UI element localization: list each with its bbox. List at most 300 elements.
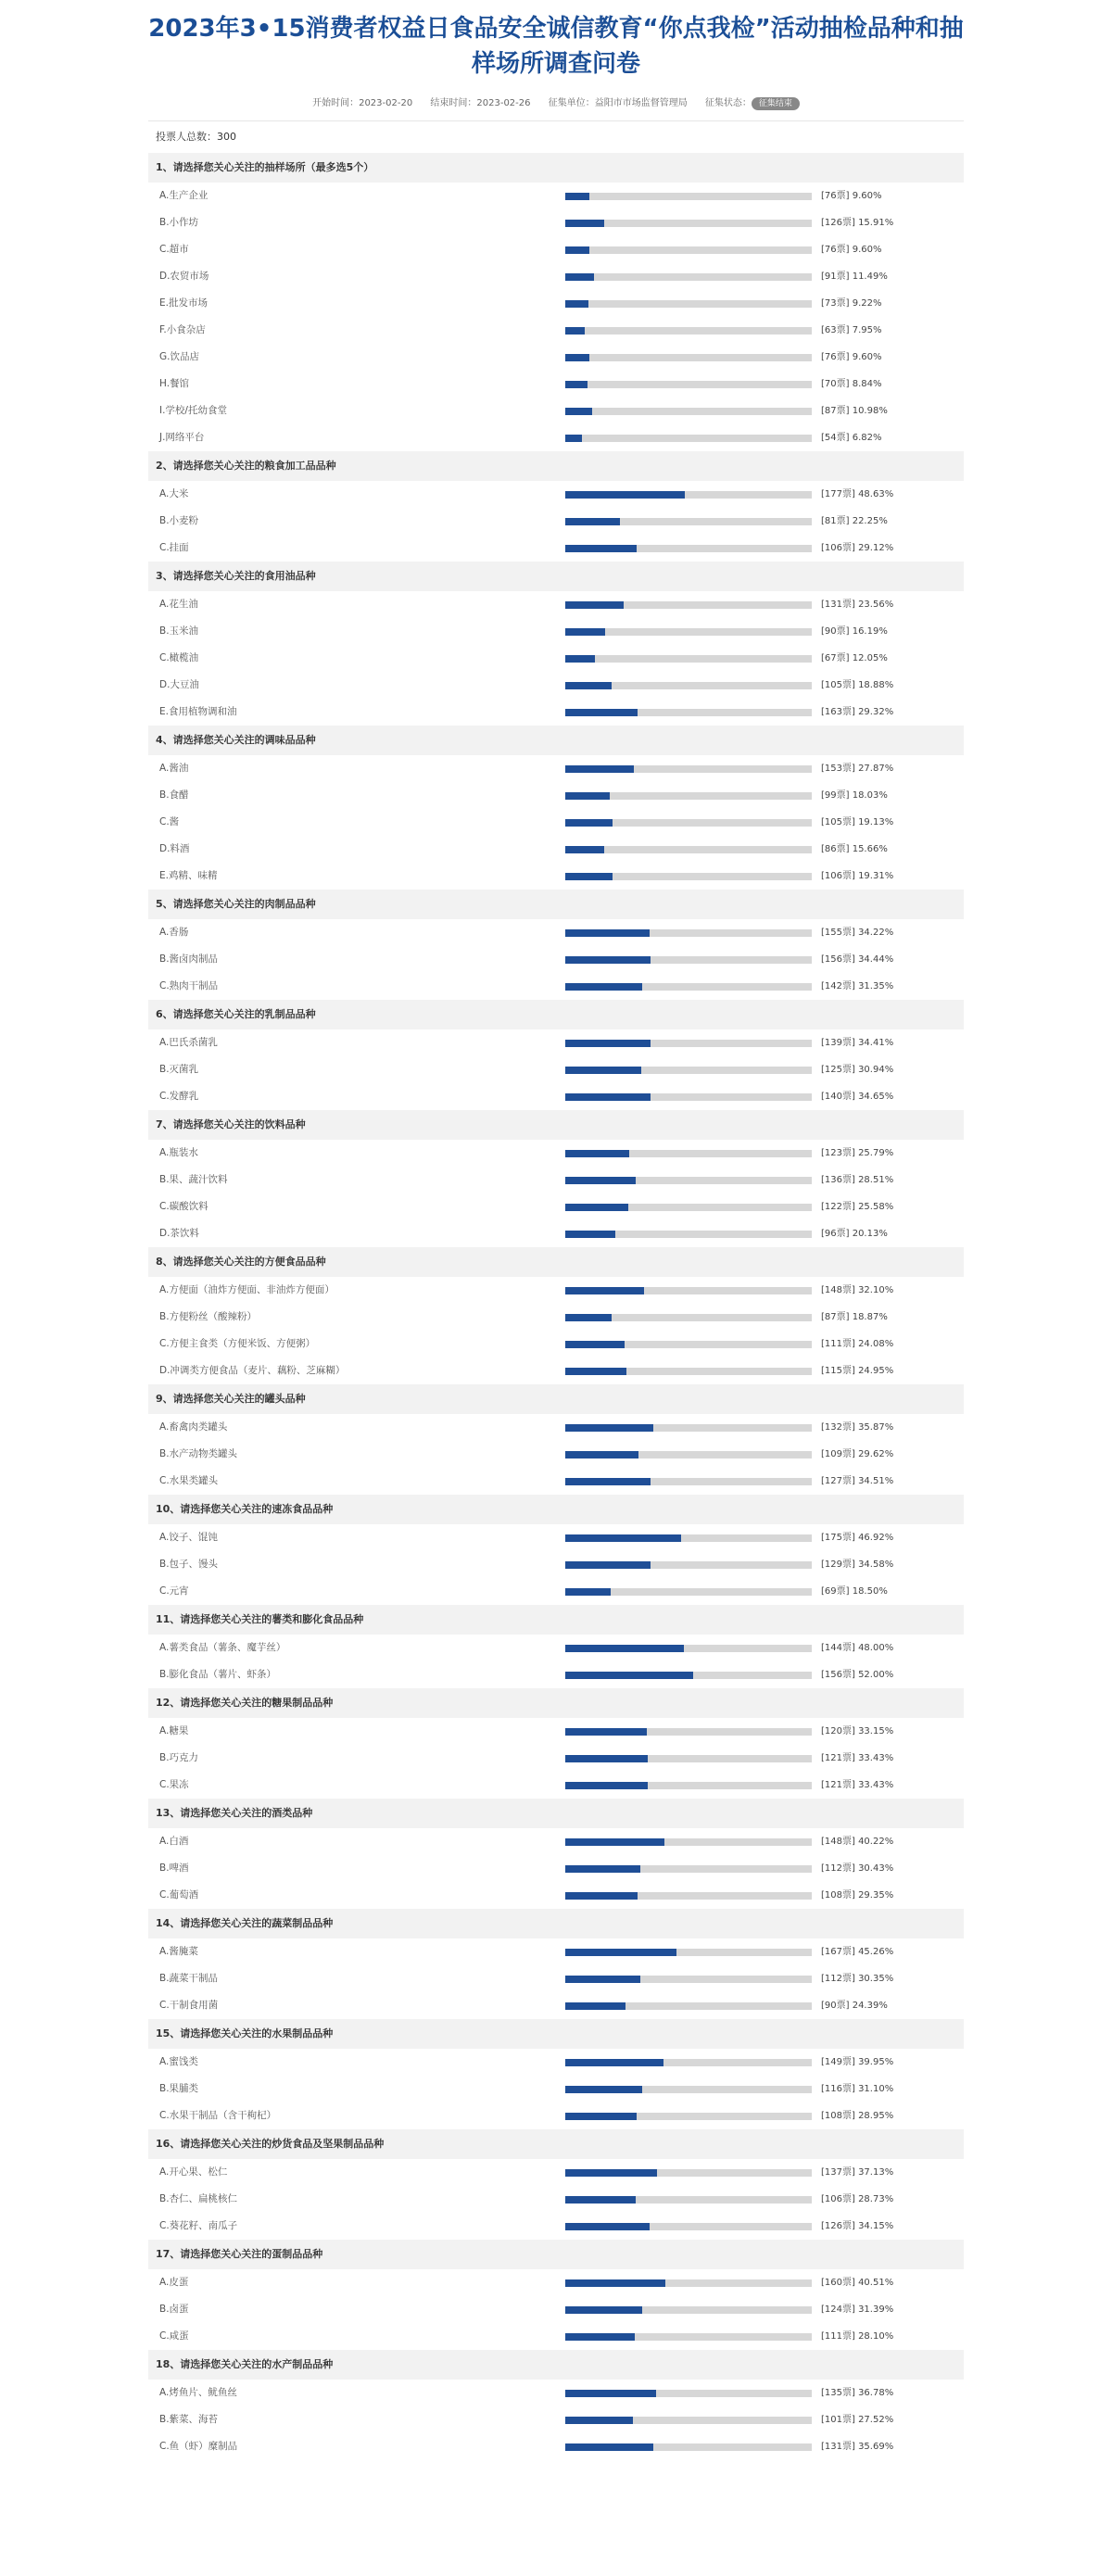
option-label: E.食用植物调和油 (159, 706, 237, 717)
option-row (148, 1992, 964, 2019)
option-label: A.白酒 (159, 1836, 189, 1847)
option-row (148, 1882, 964, 1909)
option-row (148, 2076, 964, 2102)
end-time (430, 98, 530, 108)
vote-count: [81票] 22.25% (821, 516, 888, 526)
option-row (148, 1414, 964, 1441)
vote-count: [96票] 20.13% (821, 1229, 888, 1239)
result-bar (565, 792, 812, 800)
vote-count: [63票] 7.95% (821, 325, 882, 335)
option-row (148, 424, 964, 451)
result-bar (565, 1892, 812, 1900)
option-label: A.薯类食品（薯条、魔芋丝） (159, 1642, 286, 1653)
option-label: C.鱼（虾）糜制品 (159, 2441, 238, 2452)
option-row (148, 317, 964, 344)
result-bar-fill (565, 1865, 640, 1873)
option-row (148, 508, 964, 535)
vote-count: [112票] 30.43% (821, 1863, 894, 1874)
option-row (148, 535, 964, 562)
vote-count: [105票] 19.13% (821, 817, 894, 827)
result-bar-fill (565, 2390, 656, 2397)
status-badge: 征集结束 (752, 97, 800, 110)
organizer-label: 征集单位： (548, 98, 595, 108)
vote-count: [106票] 28.73% (821, 2194, 894, 2204)
option-row (148, 699, 964, 726)
option-row (148, 263, 964, 290)
option-label: B.玉米油 (159, 625, 199, 637)
result-bar (565, 220, 812, 227)
option-label: C.咸蛋 (159, 2330, 189, 2342)
option-row (148, 2213, 964, 2240)
option-row (148, 1193, 964, 1220)
option-row (148, 2102, 964, 2129)
result-bar (565, 1588, 812, 1596)
option-label: J.网络平台 (159, 432, 205, 443)
result-bar-fill (565, 1314, 612, 1321)
result-bar-fill (565, 2443, 653, 2451)
vote-count: [86票] 15.66% (821, 844, 888, 854)
vote-count: [136票] 28.51% (821, 1175, 894, 1185)
result-bar-fill (565, 1150, 629, 1157)
vote-count: [148票] 40.22% (821, 1837, 894, 1847)
result-bar (565, 1672, 812, 1679)
result-bar (565, 1067, 812, 1074)
result-bar-fill (565, 601, 624, 609)
result-bar-fill (565, 1892, 638, 1900)
option-label: A.花生油 (159, 599, 198, 610)
option-row (148, 1578, 964, 1605)
option-row (148, 1965, 964, 1992)
option-row (148, 591, 964, 618)
result-bar (565, 2113, 812, 2120)
option-label: A.饺子、馄饨 (159, 1532, 218, 1543)
option-row (148, 1745, 964, 1772)
question-section (148, 1384, 964, 1495)
result-bar (565, 2196, 812, 2203)
result-bar-fill (565, 381, 588, 388)
option-label: B.杏仁、扁桃核仁 (159, 2193, 238, 2204)
vote-count: [106票] 19.31% (821, 871, 894, 881)
result-bar-fill (565, 1231, 615, 1238)
result-bar-fill (565, 1177, 636, 1184)
result-bar-fill (565, 956, 651, 964)
result-bar (565, 2059, 812, 2066)
option-label: B.果、蔬汁饮料 (159, 1174, 228, 1185)
option-label: A.大米 (159, 488, 189, 499)
result-bar-fill (565, 246, 589, 254)
option-label: B.灭菌乳 (159, 1064, 199, 1075)
question-title: 4、请选择您关心关注的调味品品种 (148, 726, 964, 755)
option-label: C.元宵 (159, 1585, 189, 1597)
vote-count: [175票] 46.92% (821, 1533, 894, 1543)
result-bar (565, 408, 812, 415)
option-row (148, 2406, 964, 2433)
result-bar (565, 327, 812, 335)
question-section (148, 1688, 964, 1799)
question-title: 10、请选择您关心关注的速冻食品品种 (148, 1495, 964, 1524)
option-label: I.学校/托幼食堂 (159, 405, 227, 416)
survey-page (148, 0, 964, 2460)
result-bar (565, 1865, 812, 1873)
question-section (148, 1495, 964, 1605)
result-bar-fill (565, 846, 604, 853)
option-label: C.超市 (159, 244, 189, 255)
option-label: D.农贸市场 (159, 271, 209, 282)
result-bar (565, 2169, 812, 2177)
vote-count: [121票] 33.43% (821, 1753, 894, 1763)
option-label: C.葵花籽、南瓜子 (159, 2220, 238, 2231)
result-bar (565, 381, 812, 388)
option-label: A.香肠 (159, 927, 189, 938)
result-bar (565, 435, 812, 442)
vote-count: [108票] 29.35% (821, 1890, 894, 1900)
option-row (148, 755, 964, 782)
question-section (148, 2129, 964, 2240)
option-label: B.啤酒 (159, 1863, 189, 1874)
result-bar (565, 518, 812, 525)
result-bar (565, 765, 812, 773)
option-row (148, 645, 964, 672)
option-label: B.水产动物类罐头 (159, 1448, 238, 1459)
option-row (148, 863, 964, 890)
vote-count: [131票] 23.56% (821, 600, 894, 610)
result-bar-fill (565, 1728, 647, 1736)
result-bar-fill (565, 1451, 638, 1458)
question-section (148, 726, 964, 890)
result-bar (565, 1287, 812, 1294)
result-bar-fill (565, 1782, 648, 1789)
vote-count: [112票] 30.35% (821, 1974, 894, 1984)
result-bar (565, 1782, 812, 1789)
result-bar-fill (565, 2279, 665, 2287)
question-section (148, 1247, 964, 1384)
option-row (148, 1468, 964, 1495)
option-row (148, 1277, 964, 1304)
question-title: 11、请选择您关心关注的薯类和膨化食品品种 (148, 1605, 964, 1635)
result-bar (565, 601, 812, 609)
vote-count: [131票] 35.69% (821, 2442, 894, 2452)
option-label: A.酱腌菜 (159, 1946, 198, 1957)
option-label: A.皮蛋 (159, 2277, 189, 2288)
vote-count: [106票] 29.12% (821, 543, 894, 553)
end-time-label: 结束时间： (430, 98, 477, 108)
option-row (148, 618, 964, 645)
result-bar-fill (565, 682, 612, 689)
result-bar (565, 2333, 812, 2341)
option-row (148, 809, 964, 836)
result-bar-fill (565, 220, 604, 227)
question-section (148, 153, 964, 451)
option-row (148, 2159, 964, 2186)
option-label: F.小食杂店 (159, 324, 206, 335)
vote-count: [139票] 34.41% (821, 1038, 894, 1048)
option-label: C.干制食用菌 (159, 2000, 219, 2011)
result-bar-fill (565, 2169, 657, 2177)
option-label: C.水果类罐头 (159, 1475, 219, 1486)
option-label: C.挂面 (159, 542, 189, 553)
option-label: A.生产企业 (159, 190, 208, 201)
option-label: A.蜜饯类 (159, 2056, 198, 2067)
option-label: A.巴氏杀菌乳 (159, 1037, 218, 1048)
vote-count: [91票] 11.49% (821, 271, 888, 282)
organizer-value: 益阳市市场监督管理局 (594, 98, 688, 108)
option-row (148, 1167, 964, 1193)
result-bar-fill (565, 1204, 628, 1211)
result-bar (565, 273, 812, 281)
result-bar-fill (565, 327, 585, 335)
result-bar (565, 983, 812, 991)
option-label: B.小麦粉 (159, 515, 199, 526)
question-section (148, 2019, 964, 2129)
result-bar (565, 2086, 812, 2093)
option-label: A.烤鱼片、鱿鱼丝 (159, 2387, 237, 2398)
vote-count: [137票] 37.13% (821, 2167, 894, 2178)
question-title: 9、请选择您关心关注的罐头品种 (148, 1384, 964, 1414)
question-section (148, 1110, 964, 1247)
question-title: 6、请选择您关心关注的乳制品品种 (148, 1000, 964, 1029)
result-bar-fill (565, 709, 638, 716)
survey-meta (148, 95, 964, 113)
option-label: B.方便粉丝（酸辣粉） (159, 1311, 258, 1322)
page-title: 2023年3•15消费者权益日食品安全诚信教育“你点我检”活动抽检品种和抽样场所调查问卷 (148, 15, 964, 78)
option-row (148, 2049, 964, 2076)
question-section (148, 562, 964, 726)
option-label: C.碳酸饮料 (159, 1201, 208, 1212)
option-label: A.糖果 (159, 1725, 189, 1736)
result-bar (565, 1368, 812, 1375)
question-section (148, 1000, 964, 1110)
option-label: B.紫菜、海苔 (159, 2414, 219, 2425)
result-bar (565, 655, 812, 663)
vote-count: [101票] 27.52% (821, 2415, 894, 2425)
option-label: B.膨化食品（薯片、虾条） (159, 1669, 277, 1680)
option-row (148, 398, 964, 424)
vote-count: [167票] 45.26% (821, 1947, 894, 1957)
option-label: B.蔬菜干制品 (159, 1973, 219, 1984)
result-bar-fill (565, 1040, 651, 1047)
result-bar (565, 1478, 812, 1485)
option-label: C.橄榄油 (159, 652, 199, 663)
result-bar-fill (565, 518, 620, 525)
option-label: A.方便面（油炸方便面、非油炸方便面） (159, 1284, 335, 1295)
result-bar-fill (565, 628, 605, 636)
result-bar-fill (565, 1645, 684, 1652)
result-bar-fill (565, 1067, 641, 1074)
result-bar (565, 819, 812, 827)
vote-count: [156票] 52.00% (821, 1670, 894, 1680)
result-bar-fill (565, 1287, 644, 1294)
option-row (148, 1718, 964, 1745)
result-bar (565, 1231, 812, 1238)
result-bar (565, 1314, 812, 1321)
option-label: A.酱油 (159, 763, 189, 774)
vote-count: [129票] 34.58% (821, 1559, 894, 1570)
result-bar-fill (565, 655, 595, 663)
question-title: 18、请选择您关心关注的水产制品品种 (148, 2350, 964, 2380)
option-row (148, 2433, 964, 2460)
result-bar-fill (565, 1341, 625, 1348)
option-label: B.包子、馒头 (159, 1559, 219, 1570)
result-bar (565, 2390, 812, 2397)
question-section (148, 2240, 964, 2350)
option-row (148, 1056, 964, 1083)
result-bar (565, 1949, 812, 1956)
result-bar (565, 2002, 812, 2010)
option-label: C.方便主食类（方便米饭、方便粥） (159, 1338, 316, 1349)
option-row (148, 1855, 964, 1882)
question-section (148, 2350, 964, 2460)
status-label: 征集状态： (704, 98, 752, 108)
result-bar-fill (565, 408, 592, 415)
option-label: D.大豆油 (159, 679, 199, 690)
vote-count: [115票] 24.95% (821, 1366, 894, 1376)
vote-count: [126票] 34.15% (821, 2221, 894, 2231)
option-label: C.发酵乳 (159, 1091, 199, 1102)
result-bar (565, 1204, 812, 1211)
vote-count: [116票] 31.10% (821, 2084, 894, 2094)
vote-count: [140票] 34.65% (821, 1092, 894, 1102)
result-bar (565, 873, 812, 880)
result-bar (565, 1341, 812, 1348)
result-bar-fill (565, 1561, 651, 1569)
option-row (148, 2323, 964, 2350)
option-row (148, 1772, 964, 1799)
vote-count: [69票] 18.50% (821, 1586, 888, 1597)
option-label: C.水果干制品（含干枸杞） (159, 2110, 277, 2121)
vote-count: [105票] 18.88% (821, 680, 894, 690)
question-title: 17、请选择您关心关注的蛋制品品种 (148, 2240, 964, 2269)
option-row (148, 2269, 964, 2296)
question-title: 5、请选择您关心关注的肉制品品种 (148, 890, 964, 919)
vote-count: [87票] 10.98% (821, 406, 888, 416)
option-label: C.葡萄酒 (159, 1889, 199, 1900)
option-label: B.巧克力 (159, 1752, 199, 1763)
result-bar (565, 1728, 812, 1736)
question-title: 3、请选择您关心关注的食用油品种 (148, 562, 964, 591)
vote-count: [87票] 18.87% (821, 1312, 888, 1322)
result-bar (565, 246, 812, 254)
result-bar-fill (565, 300, 588, 308)
vote-count: [109票] 29.62% (821, 1449, 894, 1459)
result-bar-fill (565, 1755, 648, 1762)
result-bar (565, 193, 812, 200)
result-bar-fill (565, 1976, 640, 1983)
option-row (148, 2380, 964, 2406)
vote-count: [127票] 34.51% (821, 1476, 894, 1486)
vote-count: [90票] 24.39% (821, 2001, 888, 2011)
vote-count: [99票] 18.03% (821, 790, 888, 801)
result-bar-fill (565, 1093, 651, 1101)
vote-count: [153票] 27.87% (821, 764, 894, 774)
vote-count: [125票] 30.94% (821, 1065, 894, 1075)
vote-count: [142票] 31.35% (821, 981, 894, 991)
option-row (148, 1828, 964, 1855)
result-bar (565, 2417, 812, 2424)
option-row (148, 836, 964, 863)
result-bar (565, 929, 812, 937)
option-label: C.熟肉干制品 (159, 980, 219, 991)
result-bar (565, 846, 812, 853)
result-bar (565, 2443, 812, 2451)
question-title: 2、请选择您关心关注的粮食加工品品种 (148, 451, 964, 481)
vote-count: [90票] 16.19% (821, 626, 888, 637)
vote-count: [144票] 48.00% (821, 1643, 894, 1653)
option-label: B.小作坊 (159, 217, 199, 228)
result-bar-fill (565, 983, 642, 991)
result-bar-fill (565, 2059, 663, 2066)
vote-count: [163票] 29.32% (821, 707, 894, 717)
option-row (148, 183, 964, 209)
option-row (148, 1524, 964, 1551)
start-time-label: 开始时间： (312, 98, 360, 108)
vote-count: [122票] 25.58% (821, 1202, 894, 1212)
result-bar (565, 709, 812, 716)
vote-count: [156票] 34.44% (821, 954, 894, 965)
option-row (148, 973, 964, 1000)
vote-count: [108票] 28.95% (821, 2111, 894, 2121)
result-bar-fill (565, 435, 582, 442)
vote-count: [120票] 33.15% (821, 1726, 894, 1736)
result-bar (565, 682, 812, 689)
question-section (148, 451, 964, 562)
result-bar-fill (565, 1478, 651, 1485)
question-title: 1、请选择您关心关注的抽样场所（最多选5个） (148, 153, 964, 183)
question-section (148, 1605, 964, 1688)
result-bar-fill (565, 2306, 642, 2314)
option-row (148, 1140, 964, 1167)
option-row (148, 946, 964, 973)
result-bar-fill (565, 819, 613, 827)
option-row (148, 2186, 964, 2213)
end-time-value: 2023-02-26 (476, 98, 531, 108)
result-bar (565, 2223, 812, 2230)
result-bar-fill (565, 873, 613, 880)
result-bar-fill (565, 491, 685, 499)
vote-count: [148票] 32.10% (821, 1285, 894, 1295)
question-title: 15、请选择您关心关注的水果制品品种 (148, 2019, 964, 2049)
vote-count: [124票] 31.39% (821, 2305, 894, 2315)
vote-count: [123票] 25.79% (821, 1148, 894, 1158)
result-bar-fill (565, 2417, 633, 2424)
option-row (148, 1029, 964, 1056)
result-bar-fill (565, 929, 650, 937)
option-label: H.餐馆 (159, 378, 190, 389)
option-row (148, 1635, 964, 1661)
result-bar-fill (565, 193, 589, 200)
result-bar-fill (565, 1368, 626, 1375)
result-bar (565, 1561, 812, 1569)
result-bar (565, 2279, 812, 2287)
question-title: 7、请选择您关心关注的饮料品种 (148, 1110, 964, 1140)
option-row (148, 209, 964, 236)
option-row (148, 1357, 964, 1384)
vote-count: [126票] 15.91% (821, 218, 894, 228)
vote-count: [149票] 39.95% (821, 2057, 894, 2067)
result-bar (565, 1040, 812, 1047)
result-bar-fill (565, 1534, 681, 1542)
vote-count: [54票] 6.82% (821, 433, 882, 443)
option-row (148, 236, 964, 263)
vote-count: [76票] 9.60% (821, 245, 882, 255)
result-bar-fill (565, 2196, 636, 2203)
option-label: A.开心果、松仁 (159, 2166, 228, 2178)
option-row (148, 1551, 964, 1578)
question-section (148, 1909, 964, 2019)
result-bar (565, 2306, 812, 2314)
vote-count: [73票] 9.22% (821, 298, 882, 309)
vote-count: [177票] 48.63% (821, 489, 894, 499)
result-bar (565, 1093, 812, 1101)
